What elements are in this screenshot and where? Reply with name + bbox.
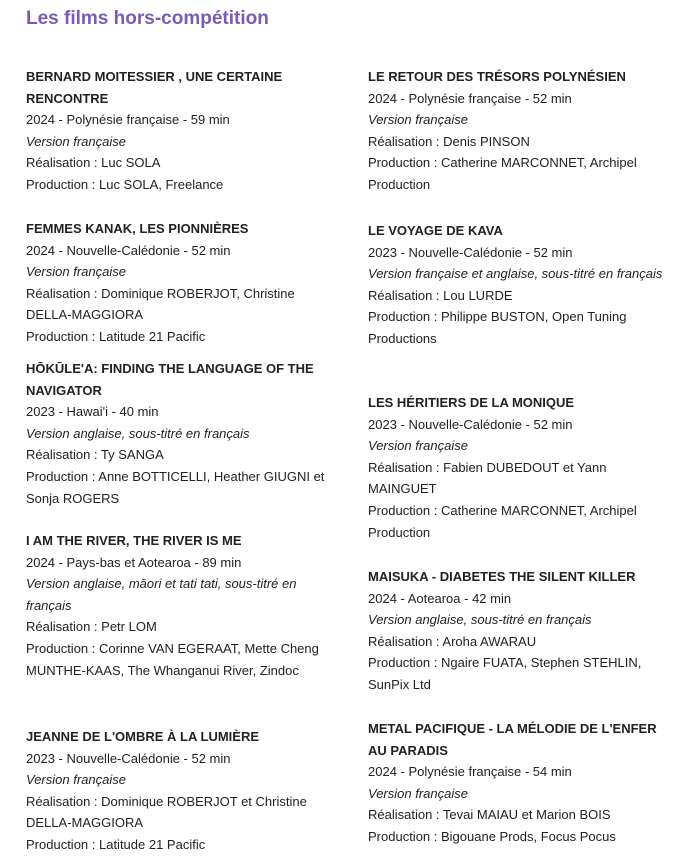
- film-production: Production : Bigouane Prods, Focus Pocus: [368, 828, 616, 844]
- film-production: Production : Corinne VAN EGERAAT, Mette Cheng MUNTHE-KAAS, The Whanganui River, Zindoc: [26, 640, 319, 678]
- film-version: Version française: [368, 438, 468, 454]
- film-info: 2023 - Nouvelle-Calédonie - 52 min: [368, 416, 573, 432]
- film-entry: [26, 218, 326, 348]
- film-title: LES HÉRITIERS DE LA MONIQUE: [368, 395, 575, 410]
- film-title: LE RETOUR DES TRÉSORS POLYNÉSIEN: [368, 69, 626, 84]
- film-realisation: Réalisation : Lou LURDE: [368, 287, 513, 303]
- film-realisation: Réalisation : Denis PINSON: [368, 133, 530, 149]
- film-realisation: Réalisation : Ty SANGA: [26, 447, 164, 463]
- film-version: Version française et anglaise, sous-titré en français: [368, 266, 663, 282]
- film-production: Production : Catherine MARCONNET, Archipel Production: [368, 502, 637, 540]
- film-production: Production : Latitude 21 Pacific: [26, 836, 206, 852]
- film-entry: [368, 392, 678, 543]
- film-info: 2024 - Pays-bas et Aotearoa - 89 min: [26, 554, 242, 570]
- film-title: FEMMES KANAK, LES PIONNIÈRES: [26, 221, 249, 236]
- film-production: Production : Catherine MARCONNET, Archipel Production: [368, 155, 637, 192]
- film-info: 2023 - Nouvelle-Calédonie - 52 min: [26, 750, 231, 766]
- film-version: Version française: [368, 785, 468, 801]
- film-realisation: Réalisation : Luc SOLA: [26, 155, 161, 171]
- film-production: Production : Anne BOTTICELLI, Heather GIUGNI et Sonja ROGERS: [26, 468, 325, 506]
- film-realisation: Réalisation : Petr LOM: [26, 619, 157, 635]
- film-title: MAISUKA - DIABETES THE SILENT KILLER: [368, 569, 636, 584]
- film-title: METAL PACIFIQUE - LA MÉLODIE DE L'ENFER AU PARADIS: [368, 721, 657, 758]
- film-version: Version anglaise, sous-titré en français: [26, 425, 250, 441]
- film-production: Production : Ngaire FUATA, Stephen STEHLIN, SunPix Ltd: [368, 655, 642, 692]
- film-production: Production : Philippe BUSTON, Open Tuning Productions: [368, 309, 627, 346]
- film-entry: [26, 66, 326, 196]
- film-realisation: Réalisation : Dominique ROBERJOT, Christine DELLA-MAGGIORA: [26, 285, 295, 323]
- film-version: Version anglaise, sous-titré en français: [368, 612, 592, 628]
- film-realisation: Réalisation : Fabien DUBEDOUT et Yann MAINGUET: [368, 459, 607, 497]
- film-info: 2024 - Polynésie française - 59 min: [26, 112, 230, 128]
- film-production: Production : Latitude 21 Pacific: [26, 328, 206, 344]
- film-title: JEANNE DE L'OMBRE À LA LUMIÈRE: [26, 729, 260, 744]
- film-info: 2024 - Polynésie française - 52 min: [368, 90, 572, 106]
- film-entry: [26, 358, 326, 509]
- film-entry: [368, 66, 678, 196]
- film-title: HŌKŪLE'A: FINDING THE LANGUAGE OF THE NAVIGATOR: [26, 361, 314, 398]
- film-title: I AM THE RIVER, THE RIVER IS ME: [26, 533, 242, 548]
- film-version: Version française: [26, 264, 126, 280]
- film-info: 2024 - Polynésie française - 54 min: [368, 764, 572, 780]
- film-info: 2023 - Nouvelle-Calédonie - 52 min: [368, 244, 573, 260]
- film-title: LE VOYAGE DE KAVA: [368, 223, 503, 238]
- film-realisation: Réalisation : Tevai MAIAU et Marion BOIS: [368, 807, 611, 823]
- film-entry: [368, 718, 678, 848]
- film-info: 2024 - Aotearoa - 42 min: [368, 590, 512, 606]
- film-info: 2024 - Nouvelle-Calédonie - 52 min: [26, 242, 231, 258]
- film-entry: [368, 566, 678, 696]
- film-version: Version anglaise, māori et tati tati, sous-titré en français: [26, 576, 297, 613]
- film-info: 2023 - Hawai'i - 40 min: [26, 404, 159, 420]
- film-version: Version française: [368, 112, 468, 128]
- film-title: BERNARD MOITESSIER , UNE CERTAINE RENCONTRE: [26, 69, 283, 106]
- film-entry: [26, 530, 326, 681]
- film-entry: [26, 726, 326, 856]
- film-entry: [368, 220, 678, 350]
- page-title: Les films hors-compétition: [26, 8, 269, 29]
- film-version: Version française: [26, 772, 126, 788]
- film-production: Production : Luc SOLA, Freelance: [26, 176, 224, 192]
- film-realisation: Réalisation : Dominique ROBERJOT et Christine DELLA-MAGGIORA: [26, 793, 307, 831]
- film-version: Version française: [26, 133, 126, 149]
- film-realisation: Réalisation : Aroha AWARAU: [368, 633, 537, 649]
